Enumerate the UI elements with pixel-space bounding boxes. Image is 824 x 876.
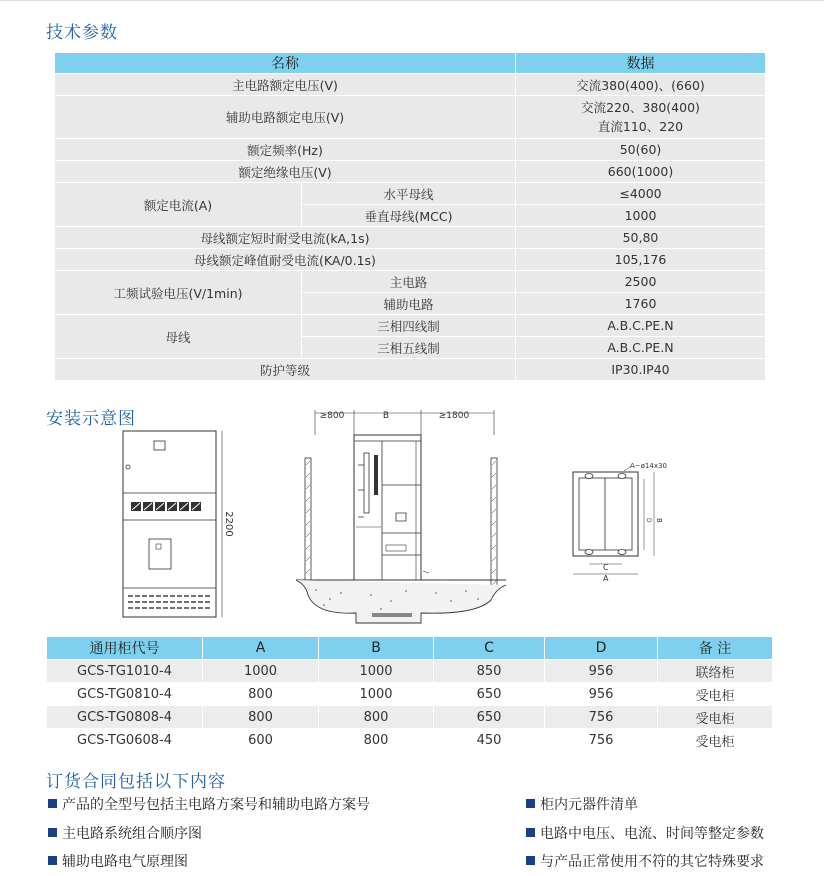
list-item	[526, 823, 764, 843]
cabinet-header-cell: 备 注	[658, 637, 773, 660]
spec-value: 105,176	[516, 249, 766, 271]
spec-header-row	[55, 53, 766, 74]
table-cell: 800	[319, 729, 434, 752]
spec-value: A.B.C.PE.N	[516, 337, 766, 359]
spec-name: 主电路额定电压(V)	[55, 74, 516, 96]
table-row	[47, 729, 773, 752]
hole-spec-label: A−ø14x30	[630, 462, 667, 470]
clearance-right-label: ≥1800	[438, 411, 470, 421]
spec-name: 工频试验电压(V/1min)	[55, 271, 302, 315]
spec-value: IP30.IP40	[516, 359, 766, 381]
table-cell: 1000	[319, 683, 434, 706]
list-item	[48, 823, 202, 843]
list-item-text: 产品的全型号包括主电路方案号和辅助电路方案号	[62, 797, 370, 813]
top-divider	[0, 0, 824, 1]
spec-value: 50(60)	[516, 139, 766, 161]
table-cell: GCS-TG0608-4	[47, 729, 203, 752]
table-cell: 受电柜	[658, 729, 773, 752]
table-row	[55, 227, 766, 249]
spec-name: 母线	[55, 315, 302, 359]
cabinet-base-plan	[566, 460, 680, 584]
spec-value: 2500	[516, 271, 766, 293]
table-row	[55, 161, 766, 183]
dim-b-label: B	[655, 518, 663, 523]
list-item-text: 柜内元器件清单	[540, 797, 638, 813]
cabinet-header-cell: C	[434, 637, 545, 660]
spec-subname: 辅助电路	[302, 293, 516, 315]
table-cell: 650	[434, 706, 545, 729]
spec-subname: 主电路	[302, 271, 516, 293]
table-row	[55, 249, 766, 271]
spec-value	[516, 96, 766, 139]
cabinet-header-cell: 通用柜代号	[47, 637, 203, 660]
cabinet-table	[46, 636, 773, 752]
spec-subname: 垂直母线(MCC)	[302, 205, 516, 227]
list-item-text: 主电路系统组合顺序图	[62, 826, 202, 842]
table-cell: 756	[545, 706, 658, 729]
spec-subname: 三相四线制	[302, 315, 516, 337]
spec-subname: 水平母线	[302, 183, 516, 205]
clearance-left-label: ≥800	[319, 411, 345, 421]
spec-value: 交流380(400)、(660)	[516, 74, 766, 96]
table-cell: 800	[203, 683, 319, 706]
bullet-square-icon	[526, 828, 535, 837]
list-item	[526, 851, 764, 871]
table-row	[55, 271, 766, 293]
cabinet-front-drawing	[110, 428, 234, 620]
list-item-text: 辅助电路电气原理图	[62, 854, 188, 870]
bullet-square-icon	[48, 799, 57, 808]
spec-name: 母线额定短时耐受电流(kA,1s)	[55, 227, 516, 249]
list-item	[48, 851, 188, 871]
cabinet-outline	[123, 431, 216, 617]
order-title: 订货合同包括以下内容	[46, 772, 226, 792]
spec-value-line: 交流220、380(400)	[581, 100, 700, 115]
install-title: 安装示意图	[46, 409, 136, 429]
table-cell: 1000	[319, 660, 434, 683]
height-label: 2200	[223, 511, 234, 537]
table-cell: 受电柜	[658, 706, 773, 729]
list-item-text: 电路中电压、电流、时间等整定参数	[540, 826, 764, 842]
table-row	[47, 660, 773, 683]
table-row	[55, 139, 766, 161]
cabinet-header-cell: B	[319, 637, 434, 660]
spec-name: 母线额定峰值耐受电流(KA/0.1s)	[55, 249, 516, 271]
table-row	[55, 96, 766, 139]
table-row	[47, 683, 773, 706]
table-cell: 956	[545, 660, 658, 683]
table-cell: 600	[203, 729, 319, 752]
list-item	[48, 794, 370, 814]
spec-subname: 三相五线制	[302, 337, 516, 359]
spec-name: 额定电流(A)	[55, 183, 302, 227]
table-cell: 650	[434, 683, 545, 706]
table-cell: 756	[545, 729, 658, 752]
table-cell: 450	[434, 729, 545, 752]
spec-name: 额定绝缘电压(V)	[55, 161, 516, 183]
spec-value: 50,80	[516, 227, 766, 249]
cabinet-header-cell: D	[545, 637, 658, 660]
width-b-label: B	[382, 411, 390, 421]
list-item	[526, 794, 638, 814]
table-cell: 1000	[203, 660, 319, 683]
table-cell: 956	[545, 683, 658, 706]
bullet-square-icon	[526, 856, 535, 865]
spec-value: 1000	[516, 205, 766, 227]
table-cell: 受电柜	[658, 683, 773, 706]
bullet-square-icon	[526, 799, 535, 808]
table-cell: 800	[203, 706, 319, 729]
base-outline	[573, 472, 638, 556]
table-row	[55, 315, 766, 337]
table-cell: GCS-TG0808-4	[47, 706, 203, 729]
bullet-square-icon	[48, 828, 57, 837]
table-cell: 800	[319, 706, 434, 729]
spec-header-name: 名称	[55, 53, 516, 74]
cabinet-side-drawing	[296, 405, 506, 627]
spec-value-line: 直流110、220	[597, 119, 684, 134]
tech-params-title: 技术参数	[46, 23, 118, 43]
table-row	[47, 706, 773, 729]
table-row	[55, 74, 766, 96]
table-cell: 联络柜	[658, 660, 773, 683]
spec-header-value: 数据	[516, 53, 766, 74]
table-row	[55, 183, 766, 205]
spec-value: 1760	[516, 293, 766, 315]
svg-text:D: D	[645, 518, 652, 523]
spec-name: 辅助电路额定电压(V)	[55, 96, 516, 139]
spec-name: 防护等级	[55, 359, 516, 381]
cabinet-header-cell: A	[203, 637, 319, 660]
table-cell: GCS-TG1010-4	[47, 660, 203, 683]
table-row	[55, 359, 766, 381]
spec-table	[54, 52, 766, 381]
spec-name: 额定频率(Hz)	[55, 139, 516, 161]
spec-value: ≤4000	[516, 183, 766, 205]
dim-c-label: C	[603, 563, 609, 572]
list-item-text: 与产品正常使用不符的其它特殊要求	[540, 854, 764, 870]
table-cell: 850	[434, 660, 545, 683]
spec-value: 660(1000)	[516, 161, 766, 183]
spec-value: A.B.C.PE.N	[516, 315, 766, 337]
bullet-square-icon	[48, 856, 57, 865]
dim-a-label: A	[603, 574, 609, 583]
cabinet-header-row	[47, 637, 773, 660]
table-cell: GCS-TG0810-4	[47, 683, 203, 706]
